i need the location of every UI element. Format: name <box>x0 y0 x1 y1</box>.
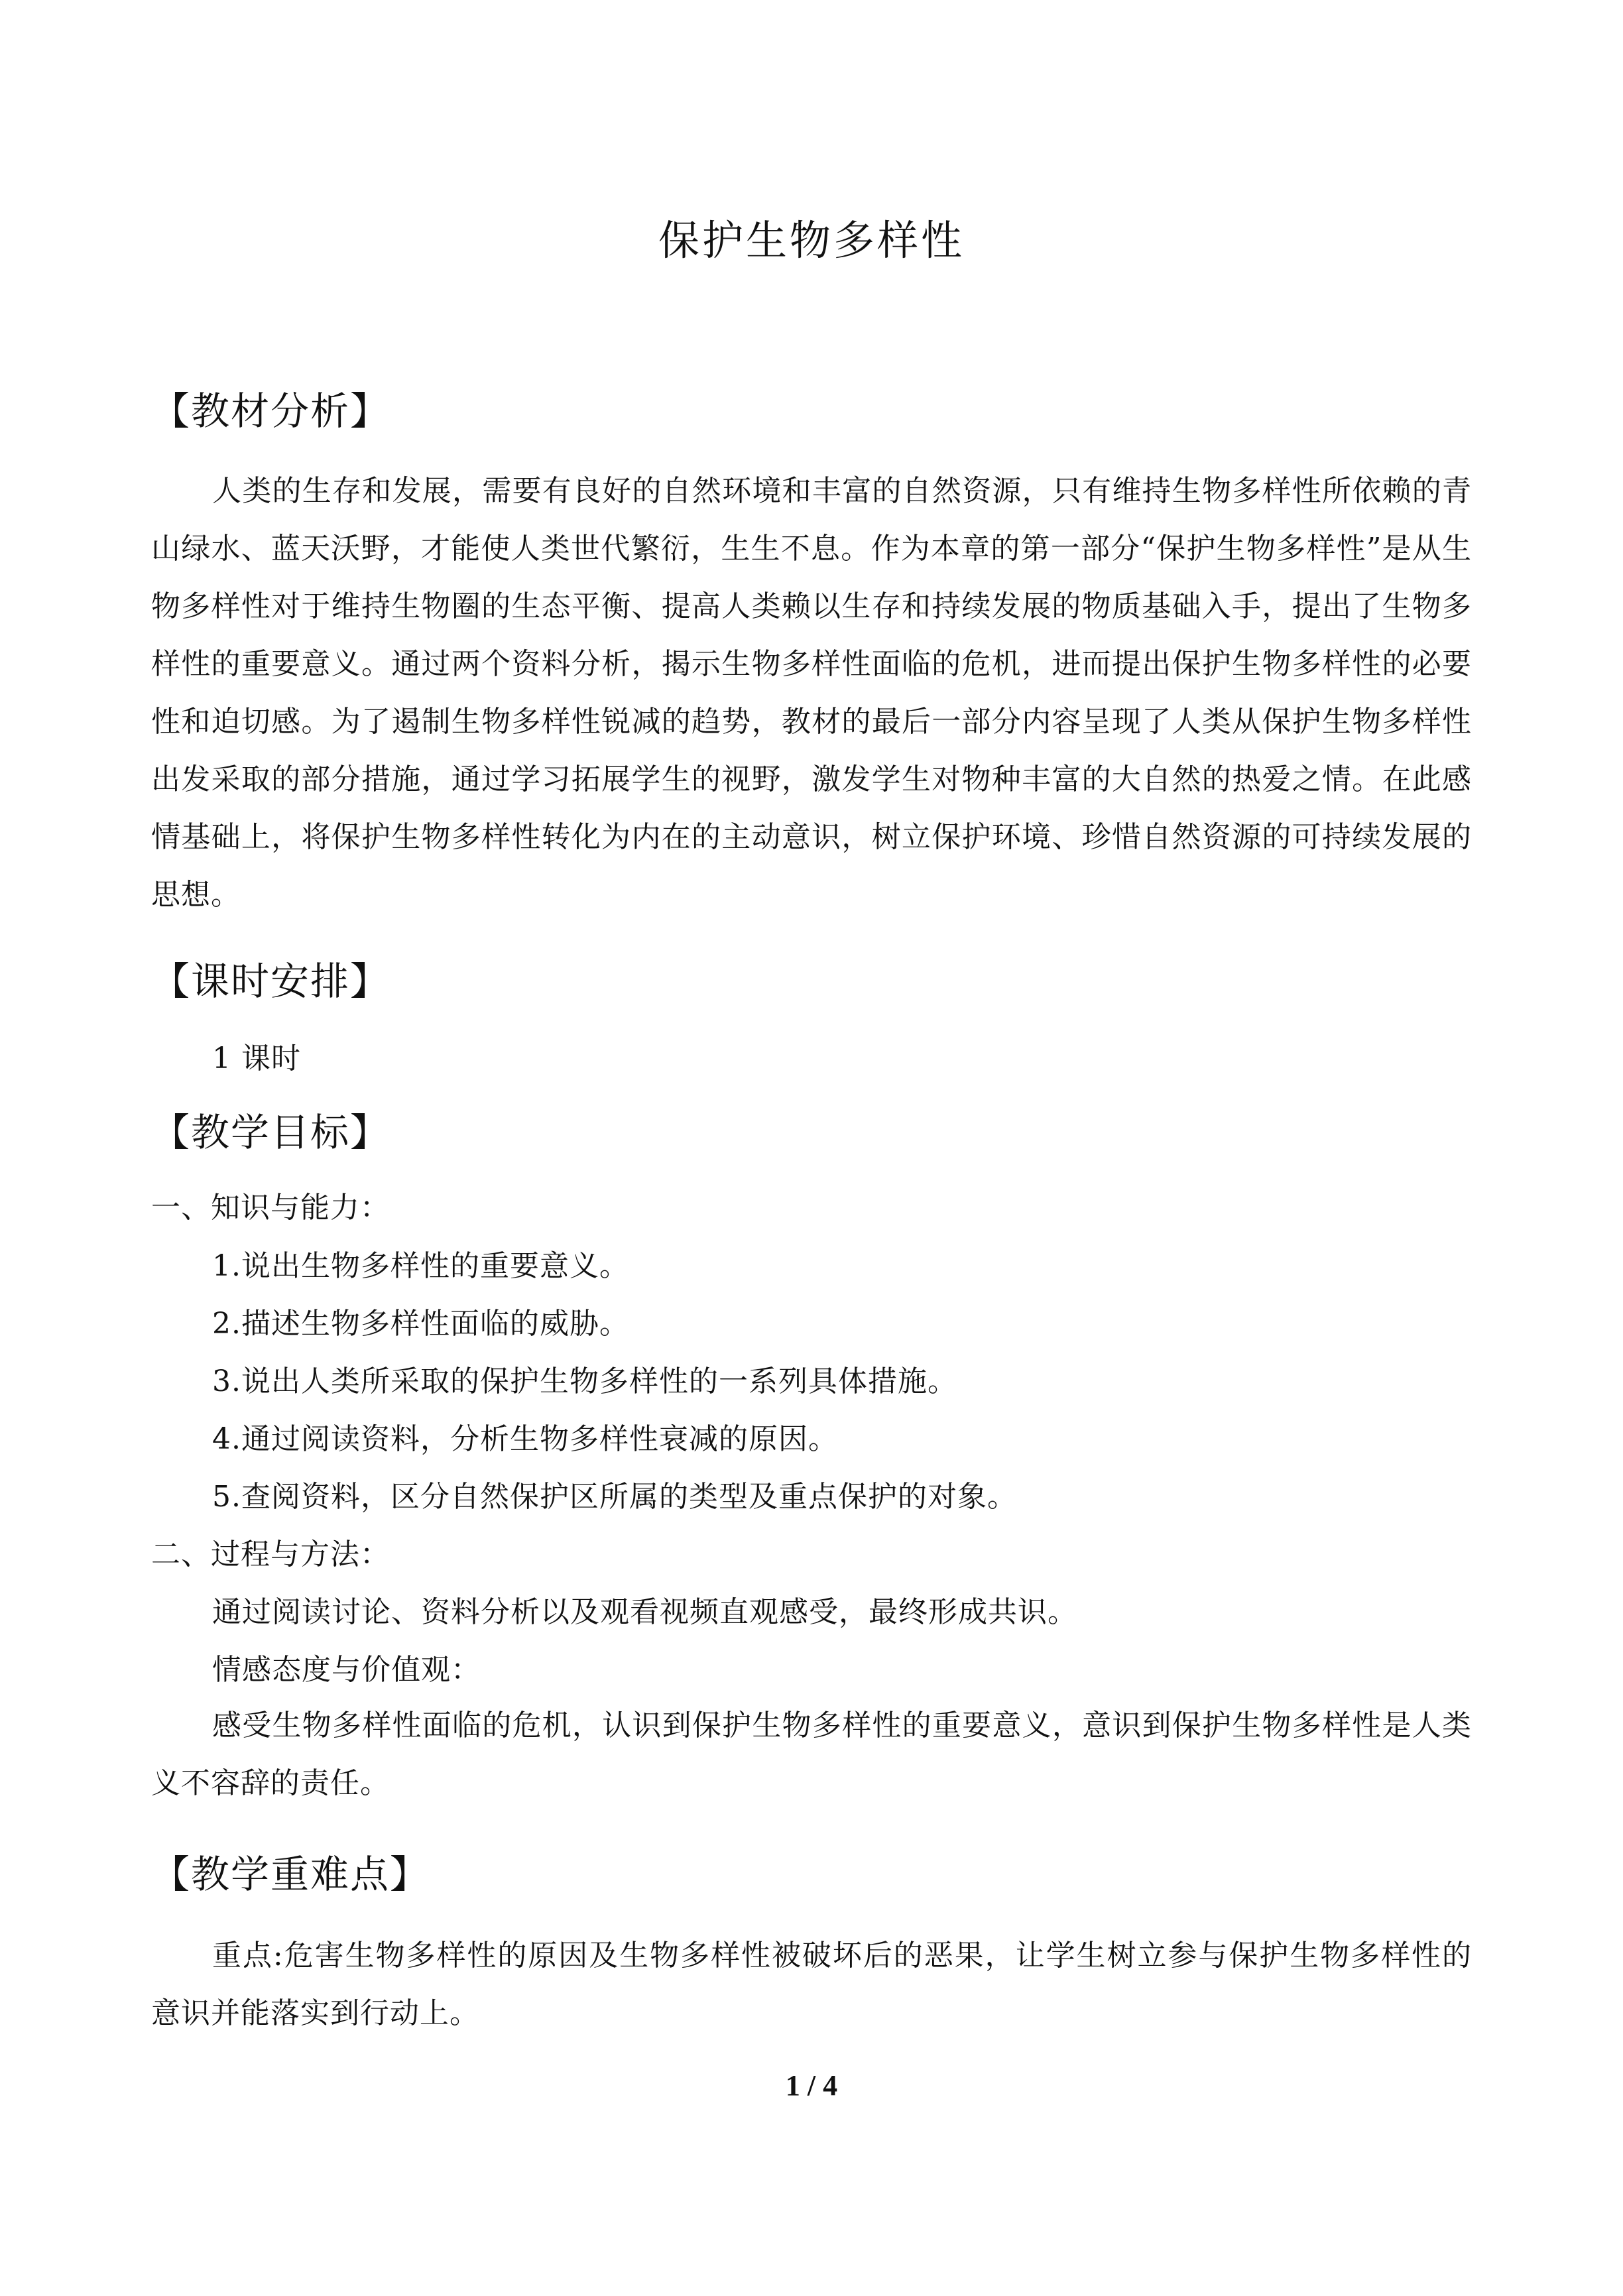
page-number: 1 / 4 <box>785 2069 838 2102</box>
goal-item: 2.描述生物多样性面临的威胁。 <box>212 1307 629 1341</box>
goal-item: 3.说出人类所采取的保护生物多样性的一系列具体措施。 <box>212 1364 957 1398</box>
section-heading-schedule: 【课时安排】 <box>151 959 391 1004</box>
goals-part1-title: 一、知识与能力： <box>151 1191 390 1225</box>
goal-item: 5.查阅资料，区分自然保护区所属的类型及重点保护的对象。 <box>212 1480 1017 1514</box>
section-heading-goals: 【教学目标】 <box>151 1110 391 1155</box>
document-title: 保护生物多样性 <box>658 216 965 265</box>
section-heading-keypoints: 【教学重难点】 <box>151 1852 430 1897</box>
document-page <box>151 0 1472 2296</box>
goal-item: 1.说出生物多样性的重要意义。 <box>212 1249 629 1283</box>
analysis-paragraph: 人类的生存和发展，需要有良好的自然环境和丰富的自然资源，只有维持生物多样性所依赖的青山绿水、蓝天沃野，才能使人类世代繁衍，生生不息。作为本章的第一部分“保护生物多样性”是从生物多样性对于维持生物圈的生态平衡、提高人类赖以生存和持续发展的物质基础入手，提出了生物多样性的重要意义。通过两个资料分析，揭示生物多样性面临的危机，进而提出保护生物多样性的必要性和迫切感。为了遏制生物多样性锐减的趋势，教材的最后一部分内容呈现了人类从保护生物多样性出发采取的部分措施，通过学习拓展学生的视野，激发学生对物种丰富的大自然的热爱之情。在此感情基础上，将保护生物多样性转化为内在的主动意识，树立保护环境、珍惜自然资源的可持续发展的思想。 <box>151 474 1472 912</box>
goals-part3-text: 感受生物多样性面临的危机，认识到保护生物多样性的重要意义，意识到保护生物多样性是人类义不容辞的责任。 <box>151 1709 1472 1800</box>
section-heading-analysis: 【教材分析】 <box>151 389 391 434</box>
schedule-text: 1 课时 <box>212 1042 301 1075</box>
goals-part2-title: 二、过程与方法： <box>151 1538 390 1571</box>
keypoints-paragraph: 重点:危害生物多样性的原因及生物多样性被破坏后的恶果，让学生树立参与保护生物多样性的意识并能落实到行动上。 <box>151 1939 1472 2030</box>
goal-item: 4.通过阅读资料，分析生物多样性衰减的原因。 <box>212 1422 838 1456</box>
goals-part3-title: 情感态度与价值观： <box>212 1653 481 1687</box>
goals-part2-text: 通过阅读讨论、资料分析以及观看视频直观感受，最终形成共识。 <box>212 1595 1077 1629</box>
